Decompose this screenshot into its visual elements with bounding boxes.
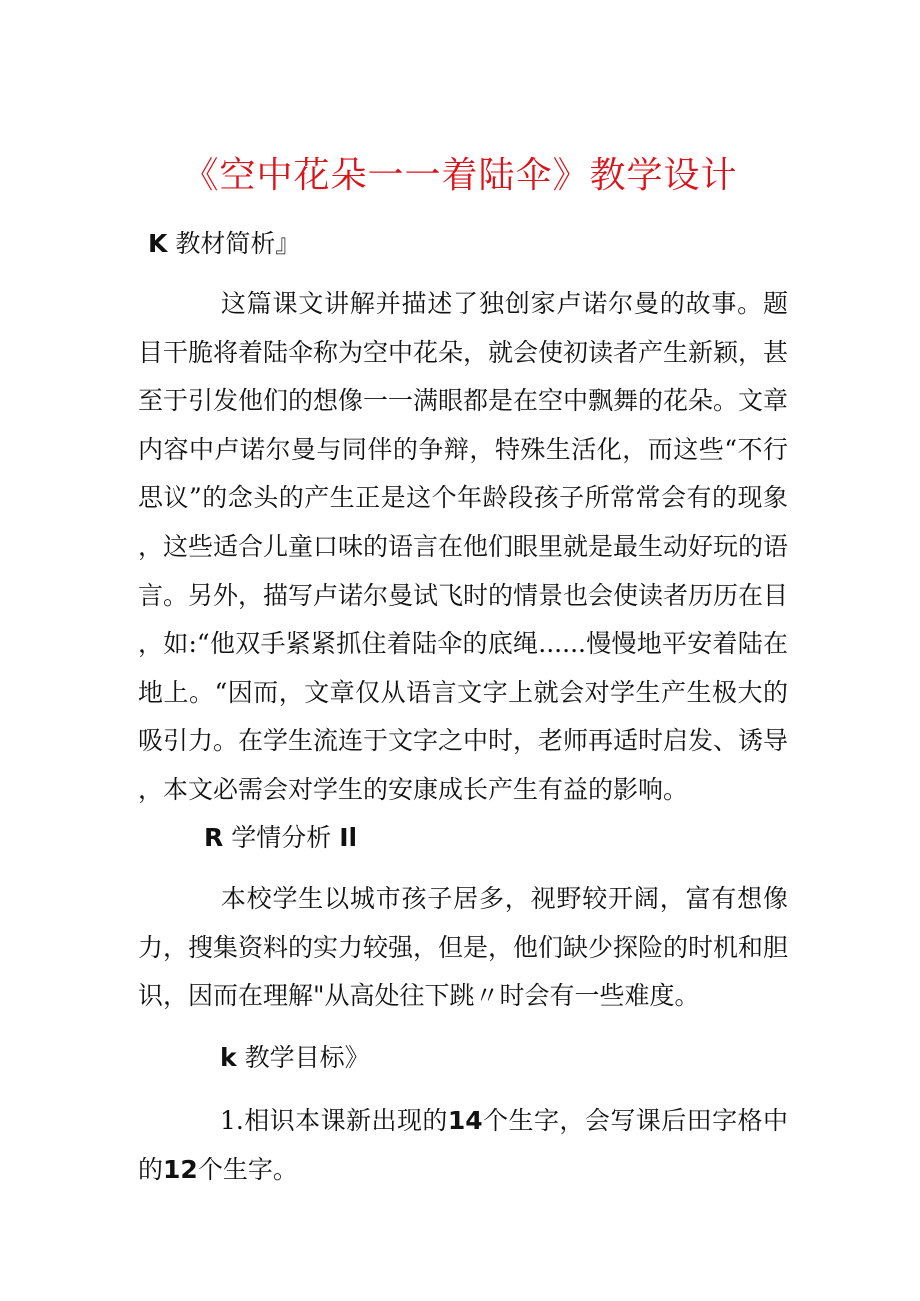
paragraph-textbook-analysis [138,280,788,815]
section-marker: R [204,823,224,852]
section-marker: k [220,1043,237,1072]
paragraph-learner-analysis [138,875,788,1021]
section-label: 学情分析 [231,823,332,852]
goal-count-a: 14 [447,1106,483,1135]
section-heading-textbook-analysis [148,226,300,262]
section-label: 教学目标》 [244,1043,370,1072]
section-suffix: Il [339,823,358,852]
document-title: 《空中花朵一一着陆伞》教学设计 [182,155,738,196]
goal-text-suffix: 个生字。 [197,1154,298,1184]
section-heading-teaching-goals [220,1040,370,1076]
section-heading-learner-analysis [204,820,357,856]
goal-item-1 [138,1097,788,1194]
paragraph-text: 本校学生以城市孩子居多，视野较开阔，富有想像力，搜集资料的实力较强，但是，他们缺少探险的时机和胆识，因而在理解"从高处往下跳〃时会有一些难度。 [138,884,789,1011]
section-label: 教材简析』 [175,229,301,258]
paragraph-text: 这篇课文讲解并描述了独创家卢诺尔曼的故事。题目干脆将着陆伞称为空中花朵，就会使初读者产生新颖，甚至于引发他们的想像一一满眼都是在空中飘舞的花朵。文章内容中卢诺尔曼与同伴的争辩，特殊生活化，而这些“不行思议”的念头的产生正是这个年龄段孩子所常常会有的现象，这些适合儿童口味的语言在他们眼里就是最生动好玩的语言。另外，描写卢诺尔曼试飞时的情景也会使读者历历在目，如:“他双手紧紧抓住着陆伞的底绳......慢慢地平安着陆在地上。“因而，文章仅从语言文字上就会对学生产生极大的吸引力。在学生流连于文字之中时，老师再适时启发、诱导，本文必需会对学生的安康成长产生有益的影响。 [138,289,789,804]
goal-text-prefix: 1.相识本课新出现的 [220,1106,448,1135]
goal-text-middle: 个生字，会写课后田字格中的 [138,1106,788,1184]
section-marker: K [148,229,168,258]
goal-count-b: 12 [163,1154,198,1184]
